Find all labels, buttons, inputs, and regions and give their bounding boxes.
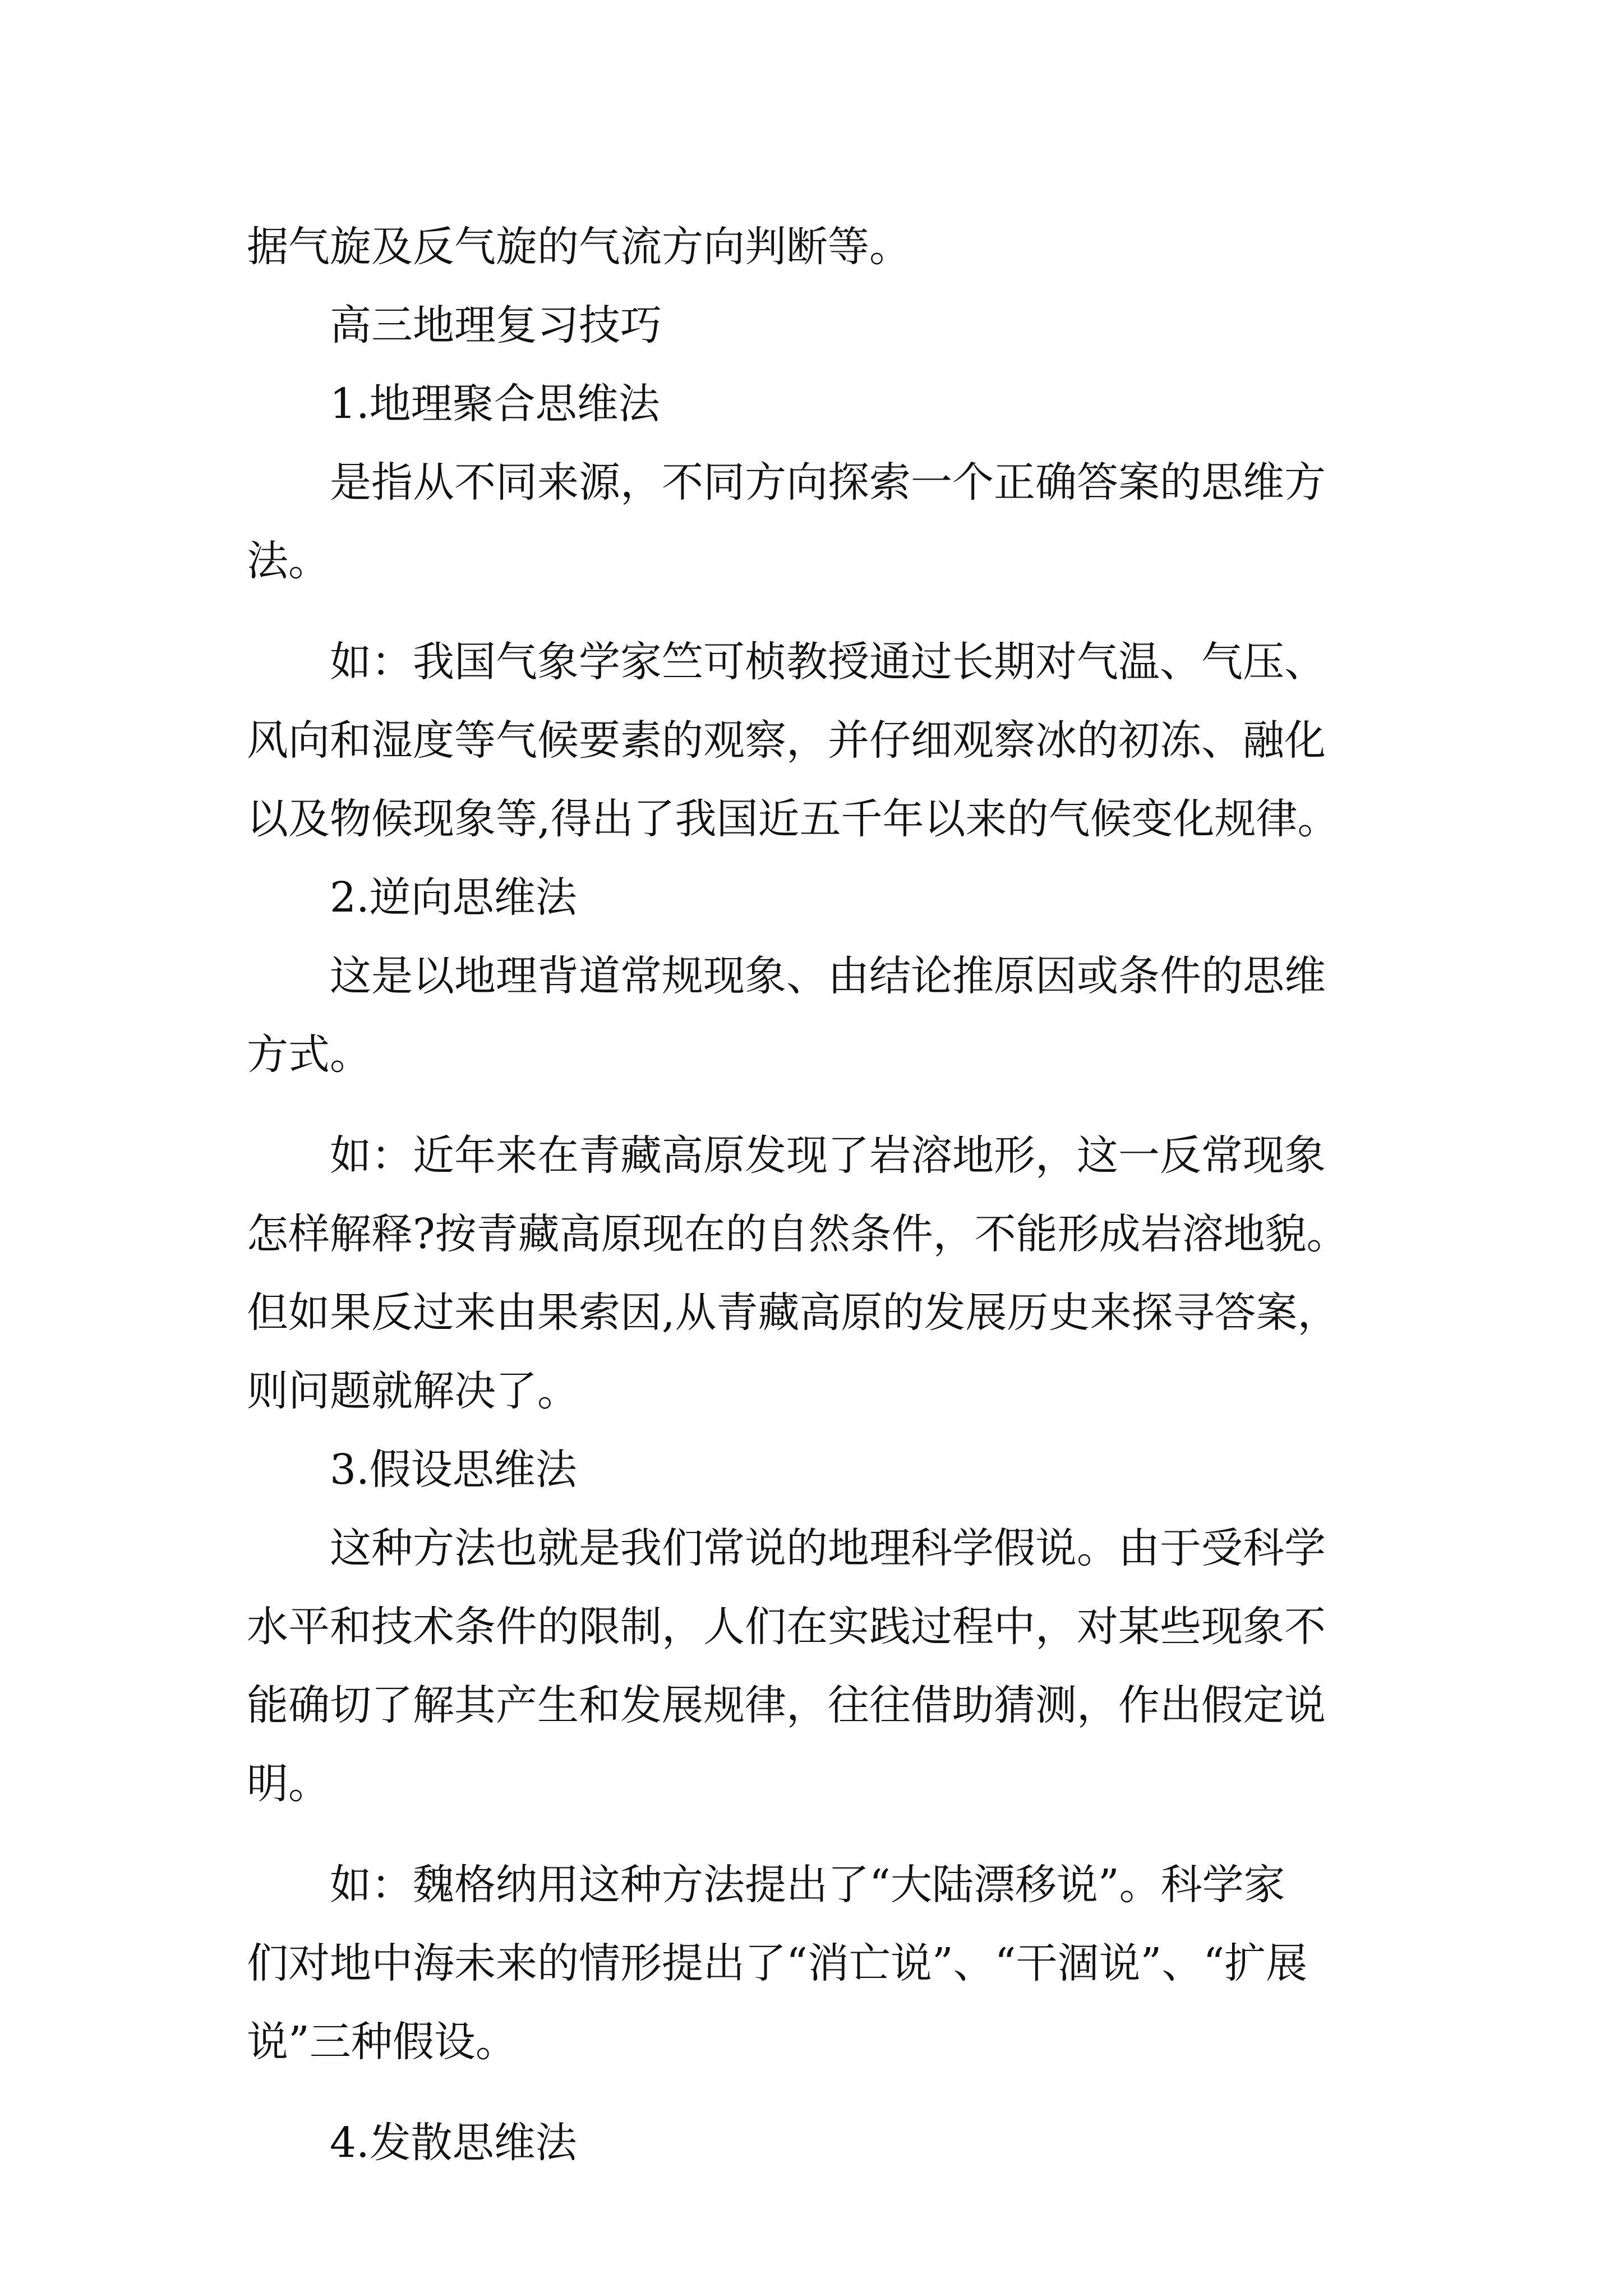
text-line: 据气旋及反气旋的气流方向判断等。 — [247, 223, 911, 271]
text-line: 明。 — [247, 1760, 330, 1808]
text-line: 们对地中海未来的情形提出了“消亡说”、“干涸说”、“扩展 — [247, 1939, 1308, 1987]
text-line: 如：近年来在青藏高原发现了岩溶地形，这一反常现象 — [330, 1131, 1326, 1180]
text-line: 这种方法也就是我们常说的地理科学假说。由于受科学 — [330, 1524, 1326, 1572]
text-line: 是指从不同来源，不同方向探索一个正确答案的思维方 — [330, 458, 1326, 507]
method-heading: 1.地理聚合思维法 — [330, 380, 660, 428]
text-line: 法。 — [247, 537, 330, 585]
method-heading: 2.逆向思维法 — [330, 873, 577, 922]
text-line: 以及物候现象等,得出了我国近五千年以来的气候变化规律。 — [247, 795, 1339, 843]
method-heading: 4.发散思维法 — [330, 2119, 577, 2167]
text-line: 说”三种假设。 — [247, 2018, 517, 2066]
text-line: 如：我国气象学家竺可桢教授通过长期对气温、气压、 — [330, 638, 1326, 686]
text-line: 但如果反过来由果索因,从青藏高原的发展历史来探寻答案， — [247, 1289, 1339, 1337]
section-heading: 高三地理复习技巧 — [330, 301, 662, 349]
text-line: 则问题就解决了。 — [247, 1367, 579, 1415]
text-line: 水平和技术条件的限制，人们在实践过程中，对某些现象不 — [247, 1603, 1326, 1651]
text-line: 如：魏格纳用这种方法提出了“大陆漂移说”。科学家 — [330, 1861, 1285, 1909]
text-line: 怎样解释?按青藏高原现在的自然条件，不能形成岩溶地貌。 — [247, 1210, 1348, 1258]
text-line: 能确切了解其产生和发展规律，往往借助猜测，作出假定说 — [247, 1681, 1326, 1729]
text-line: 这是以地理背道常规现象、由结论推原因或条件的思维 — [330, 952, 1326, 1000]
text-line: 风向和湿度等气候要素的观察，并仔细观察冰的初冻、融化 — [247, 716, 1326, 765]
method-heading: 3.假设思维法 — [330, 1446, 577, 1494]
text-line: 方式。 — [247, 1030, 371, 1079]
